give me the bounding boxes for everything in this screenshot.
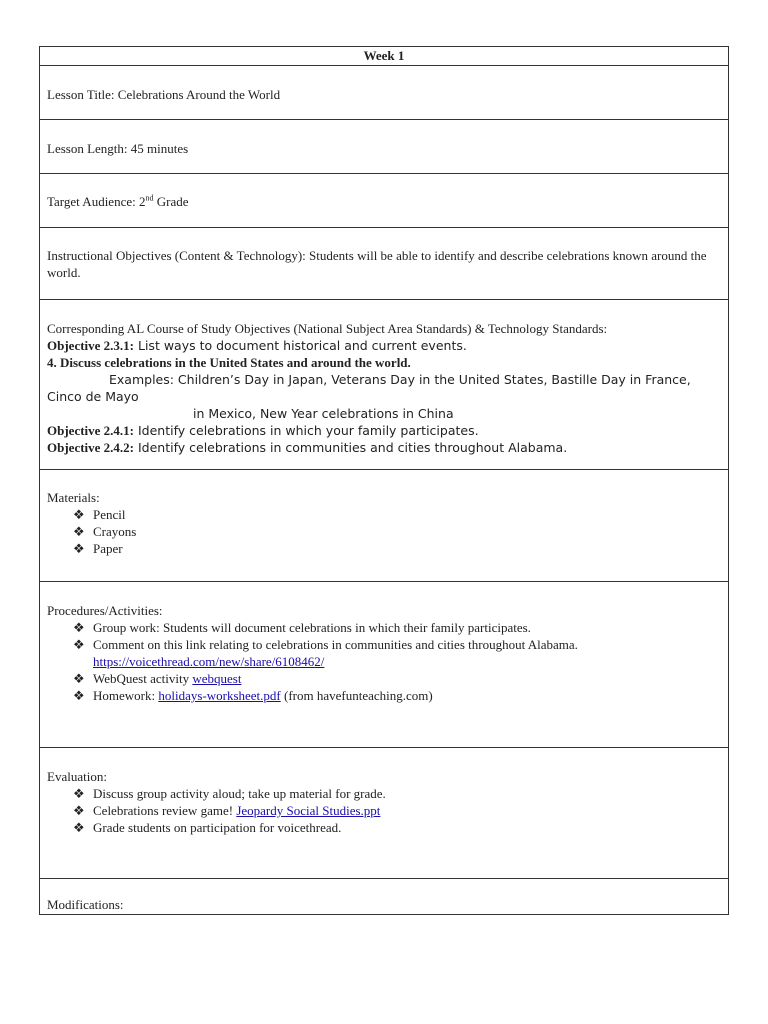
diamond-bullet-icon: ❖: [73, 786, 85, 801]
objective-2-4-1: [47, 422, 721, 439]
list-item: ❖ WebQuest activity webquest: [73, 671, 242, 686]
objective-2-4-2: [47, 439, 721, 456]
target-audience-sup: nd: [145, 193, 154, 203]
diamond-bullet-icon: ❖: [73, 541, 85, 556]
evaluation-label: Evaluation:: [47, 769, 107, 784]
diamond-bullet-icon: ❖: [73, 803, 85, 818]
standard-item-4: 4. Discuss celebrations in the United States and around the world.: [47, 355, 411, 370]
objective-2-4-1-label: Objective 2.4.1:: [47, 423, 135, 438]
week-header: Week 1: [40, 47, 729, 66]
objective-2-4-2-text: Identify celebrations in communities and cities throughout Alabama.: [134, 440, 568, 455]
diamond-bullet-icon: ❖: [73, 620, 85, 635]
list-item: ❖ Grade students on participation for voicethread.: [73, 820, 342, 835]
lesson-plan-table: [39, 46, 729, 915]
objective-2-4-2-label: Objective 2.4.2:: [47, 440, 135, 455]
worksheet-link[interactable]: holidays-worksheet.pdf: [158, 688, 281, 703]
lesson-length-cell: Lesson Length: 45 minutes: [40, 120, 729, 174]
list-item: ❖ Group work: Students will document celebrations in which their family participates.: [73, 620, 531, 635]
diamond-bullet-icon: ❖: [73, 820, 85, 835]
examples-line-2: in Mexico, New Year celebrations in China: [193, 406, 454, 421]
target-audience-suffix: Grade: [153, 194, 189, 209]
lesson-title-cell: Lesson Title: Celebrations Around the World: [40, 66, 729, 120]
diamond-bullet-icon: ❖: [73, 637, 85, 652]
materials-label: Materials:: [47, 490, 100, 505]
target-audience-prefix: Target Audience: 2: [47, 194, 146, 209]
diamond-bullet-icon: ❖: [73, 688, 85, 703]
list-item: ❖ Crayons: [73, 524, 137, 539]
voicethread-link[interactable]: https://voicethread.com/new/share/6108462/: [93, 654, 325, 669]
objective-2-4-1-text: Identify celebrations in which your family participates.: [134, 423, 479, 438]
list-item: ❖ Celebrations review game! Jeopardy Social Studies.ppt: [73, 803, 381, 818]
list-item: ❖ Comment on this link relating to celebrations in communities and cities throughout Alabama. https://voicethread.com/new/share/6108462/: [73, 637, 578, 669]
modifications-cell: Modifications:: [40, 879, 729, 915]
diamond-bullet-icon: ❖: [73, 671, 85, 686]
materials-cell: [40, 470, 729, 582]
evaluation-cell: [40, 748, 729, 879]
jeopardy-link[interactable]: Jeopardy Social Studies.ppt: [236, 803, 381, 818]
instructional-objectives-cell: Instructional Objectives (Content & Technology): Students will be able to identify and describe celebrations known around the world.: [40, 228, 729, 300]
standards-intro: Corresponding AL Course of Study Objectives (National Subject Area Standards) & Technology Standards:: [47, 321, 608, 336]
lesson-plan-page: [39, 46, 729, 915]
webquest-link[interactable]: webquest: [192, 671, 242, 686]
list-item: ❖ Pencil: [73, 507, 126, 522]
list-item: ❖ Homework: holidays-worksheet.pdf (from havefunteaching.com): [73, 688, 433, 703]
standards-cell: [40, 300, 729, 470]
list-item: ❖ Paper: [73, 541, 123, 556]
objective-2-3-1-label: Objective 2.3.1:: [47, 338, 135, 353]
diamond-bullet-icon: ❖: [73, 524, 85, 539]
objective-2-3-1-text: List ways to document historical and current events.: [134, 338, 467, 353]
evaluation-list: [47, 785, 721, 836]
procedures-cell: [40, 582, 729, 748]
procedures-label: Procedures/Activities:: [47, 603, 163, 618]
materials-list: [47, 506, 721, 557]
procedures-list: [47, 619, 721, 704]
objective-2-3-1: [47, 337, 721, 354]
target-audience-cell: [40, 174, 729, 228]
examples-line-1: Examples: Children’s Day in Japan, Veterans Day in the United States, Bastille Day in France, Cinco de Mayo: [47, 372, 691, 404]
list-item: ❖ Discuss group activity aloud; take up material for grade.: [73, 786, 386, 801]
diamond-bullet-icon: ❖: [73, 507, 85, 522]
